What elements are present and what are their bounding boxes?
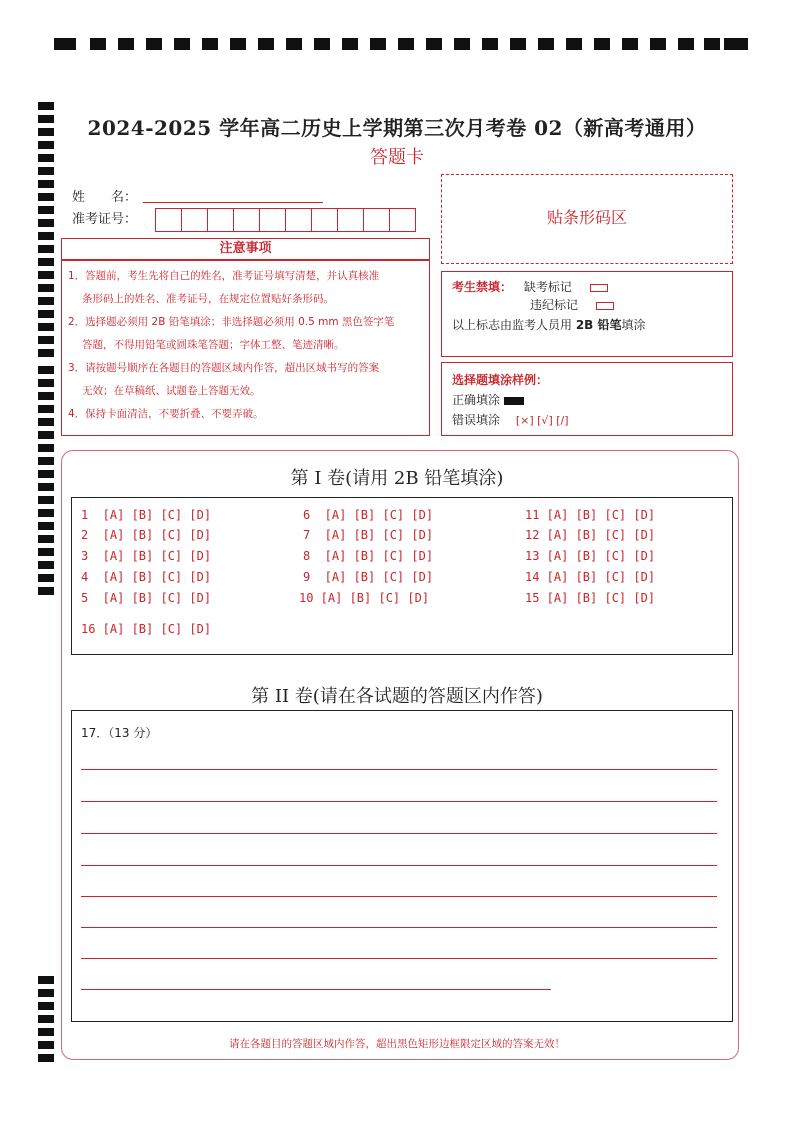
notice-item: 无效；在草稿纸、试题卷上答题无效。 [82,385,261,397]
section2-title: 第 II 卷(请在各试题的答题区内作答) [251,686,543,707]
side-timing-marks-lower [38,976,54,1067]
page-title: 2024-2025 学年高二历史上学期第三次月考卷 02（新高考通用） [87,116,707,140]
side-timing-marks-upper [38,102,54,362]
answer-line [81,801,717,802]
section1-title: 第 I 卷(请用 2B 铅笔填涂) [290,468,504,489]
answer-line [81,865,717,866]
absent-mark-label: 缺考标记 [523,280,572,294]
barcode-label: 贴条形码区 [546,208,627,227]
fill-sample-box [441,362,733,436]
mc-question-5[interactable]: 5 [A] [B] [C] [D] [81,591,212,605]
correct-fill-label: 正确填涂 [452,393,501,407]
mc-question-8[interactable]: 8 [A] [B] [C] [D] [303,549,434,563]
notice-item: 1．答题前，考生先将自己的姓名，准考证号填写清楚，并认真核准 [68,270,380,282]
mc-question-10[interactable]: 10 [A] [B] [C] [D] [299,591,430,605]
notice-item: 4．保持卡面清洁，不要折叠、不要弄破。 [68,408,264,420]
answer-line [81,958,717,959]
question-17-label: 17．（13 分） [81,726,158,740]
essay-answer-box[interactable] [71,710,733,1022]
sample-title: 选择题填涂样例： [452,373,549,387]
proctor-note-prefix: 以上标志由监考人员用 [452,318,576,332]
mc-question-13[interactable]: 13 [A] [B] [C] [D] [525,549,656,563]
notice-box [61,260,430,436]
notice-item: 2．选择题必须用 2B 铅笔填涂；非选择题必须用 0.5 mm 黑色签字笔 [68,316,395,328]
footer-note: 请在各题目的答题区域内作答，超出黑色矩形边框限定区域的答案无效！ [229,1038,565,1050]
notice-heading: 注意事项 [61,238,430,260]
mc-question-6[interactable]: 6 [A] [B] [C] [D] [303,508,434,522]
violation-mark-box[interactable] [596,302,614,310]
wrong-fill-marks: [×] [√] [/] [515,414,569,427]
answer-line [81,896,717,897]
answer-line [81,989,551,990]
absent-mark-box[interactable] [590,284,608,292]
name-label: 姓 名： [72,190,138,205]
mc-question-2[interactable]: 2 [A] [B] [C] [D] [81,528,212,542]
notice-item: 条形码上的姓名、准考证号，在规定位置贴好条形码。 [82,293,334,305]
mc-question-11[interactable]: 11 [A] [B] [C] [D] [525,508,656,522]
mc-question-7[interactable]: 7 [A] [B] [C] [D] [303,528,434,542]
wrong-fill-label: 错误填涂 [452,413,501,427]
notice-item: 答题，不得用铅笔或圆珠笔答题；字体工整、笔迹清晰。 [82,339,345,351]
mc-question-9[interactable]: 9 [A] [B] [C] [D] [303,570,434,584]
violation-mark-label: 违纪标记 [530,298,579,312]
id-number-boxes[interactable] [155,208,415,232]
mc-question-4[interactable]: 4 [A] [B] [C] [D] [81,570,212,584]
barcode-area [441,174,733,264]
mc-question-15[interactable]: 15 [A] [B] [C] [D] [525,591,656,605]
name-field[interactable] [143,202,323,203]
top-timing-marks [54,38,748,50]
proctor-note-suffix: 填涂 [621,318,646,332]
mc-question-16[interactable]: 16 [A] [B] [C] [D] [81,622,212,636]
id-label: 准考证号： [72,212,138,227]
mc-question-12[interactable]: 12 [A] [B] [C] [D] [525,528,656,542]
answer-line [81,927,717,928]
correct-fill-mark [504,397,524,405]
answer-line [81,769,717,770]
proctor-only-box [441,271,733,357]
mc-question-14[interactable]: 14 [A] [B] [C] [D] [525,570,656,584]
answer-line [81,833,717,834]
mc-question-3[interactable]: 3 [A] [B] [C] [D] [81,549,212,563]
page-subtitle: 答题卡 [370,147,424,168]
proctor-note-bold: 2B 铅笔 [575,318,622,332]
proctor-label: 考生禁填： [452,280,513,294]
mc-question-1[interactable]: 1 [A] [B] [C] [D] [81,508,212,522]
notice-item: 3．请按题号顺序在各题目的答题区域内作答，超出区域书写的答案 [68,362,380,374]
